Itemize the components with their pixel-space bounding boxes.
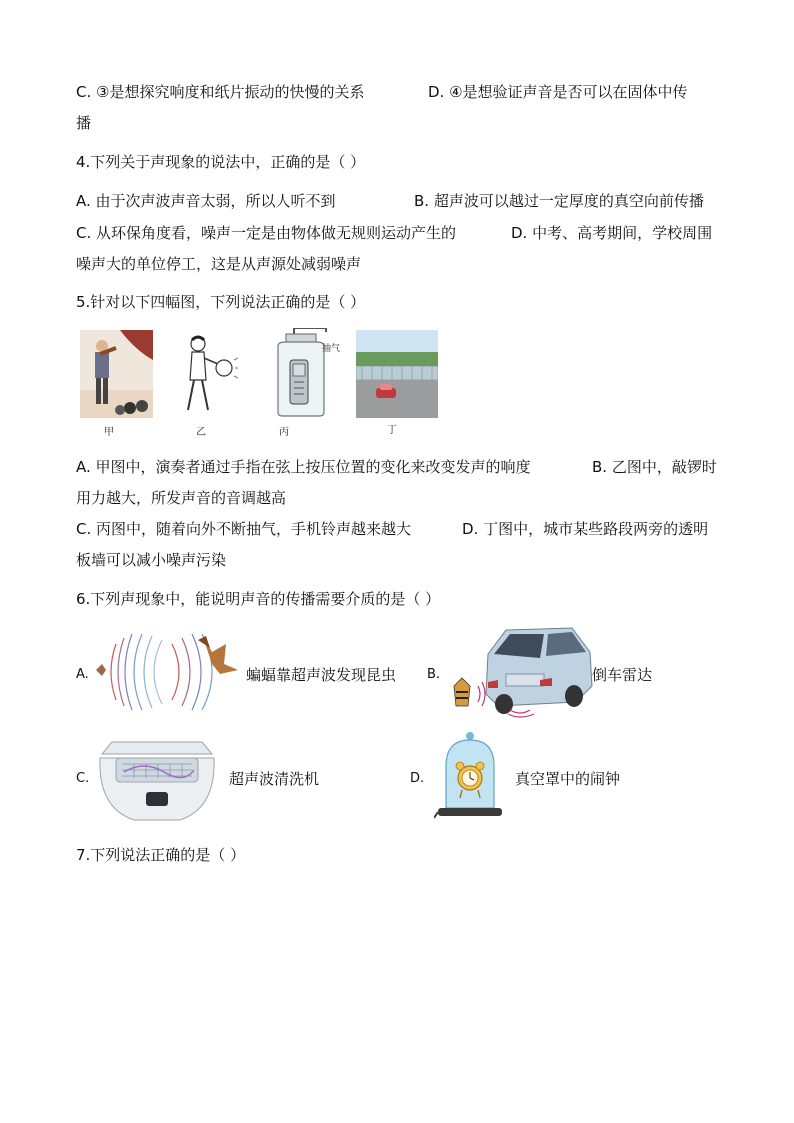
q6-option-b-text: 倒车雷达: [592, 666, 653, 684]
q5-option-b: B. 乙图中，敲锣时: [592, 458, 717, 476]
reversing-radar-car-figure: [448, 624, 594, 719]
q5-option-d-continued: 板墙可以减小噪声污染: [76, 551, 227, 569]
q6-option-d-text: 真空罩中的闹钟: [515, 770, 621, 788]
q6-option-b-label: B.: [427, 667, 441, 682]
q6-option-d-label: D.: [410, 771, 425, 786]
q6-option-c-text: 超声波清洗机: [229, 770, 320, 788]
figure-caption-bing: 丙: [279, 427, 289, 438]
q5-option-b-continued: 用力越大，所发声音的音调越高: [76, 489, 287, 507]
q4-option-c: C. 从环保角度看，噪声一定是由物体做无规则运动产生的: [76, 224, 457, 242]
pump-label: 抽气: [322, 344, 341, 354]
bat-ultrasound-figure: [94, 630, 240, 715]
q5-option-a: A. 甲图中，演奏者通过手指在弦上按压位置的变化来改变发声的响度: [76, 458, 531, 476]
q7-stem: 7.下列说法正确的是（ ）: [76, 846, 246, 864]
q4-option-b: B. 超声波可以越过一定厚度的真空向前传播: [414, 192, 704, 210]
ultrasonic-cleaner-figure: [94, 738, 220, 824]
q6-option-a-text: 蝙蝠靠超声波发现昆虫: [246, 666, 397, 684]
q3-option-c: C. ③是想探究响度和纸片振动的快慢的关系: [76, 83, 365, 101]
vacuum-bell-jar-clock-figure: [434, 730, 508, 826]
figure-caption-jia: 甲: [104, 427, 114, 438]
violinist-figure: [80, 330, 153, 418]
q6-option-a-label: A.: [76, 667, 89, 682]
q4-option-d-continued: 噪声大的单位停工，这是从声源处减弱噪声: [76, 255, 362, 273]
figure-caption-yi: 乙: [196, 427, 206, 438]
q5-option-c: C. 丙图中，随着向外不断抽气，手机铃声越来越大: [76, 520, 412, 538]
q6-stem: 6.下列声现象中，能说明声音的传播需要介质的是（ ）: [76, 590, 441, 608]
q5-option-d: D. 丁图中，城市某些路段两旁的透明: [462, 520, 709, 538]
gong-figure: [172, 330, 238, 418]
figure-caption-ding: 丁: [387, 425, 397, 436]
q4-option-a: A. 由于次声波声音太弱，所以人听不到: [76, 192, 336, 210]
q4-option-d: D. 中考、高考期间，学校周围: [511, 224, 713, 242]
q6-option-c-label: C.: [76, 771, 90, 786]
q4-stem: 4.下列关于声现象的说法中，正确的是（ ）: [76, 153, 366, 171]
q5-stem: 5.针对以下四幅图，下列说法正确的是（ ）: [76, 293, 366, 311]
q3-option-d: D. ④是想验证声音是否可以在固体中传: [428, 83, 688, 101]
q3-option-d-continued: 播: [76, 114, 92, 132]
road-barrier-figure: [356, 330, 438, 418]
